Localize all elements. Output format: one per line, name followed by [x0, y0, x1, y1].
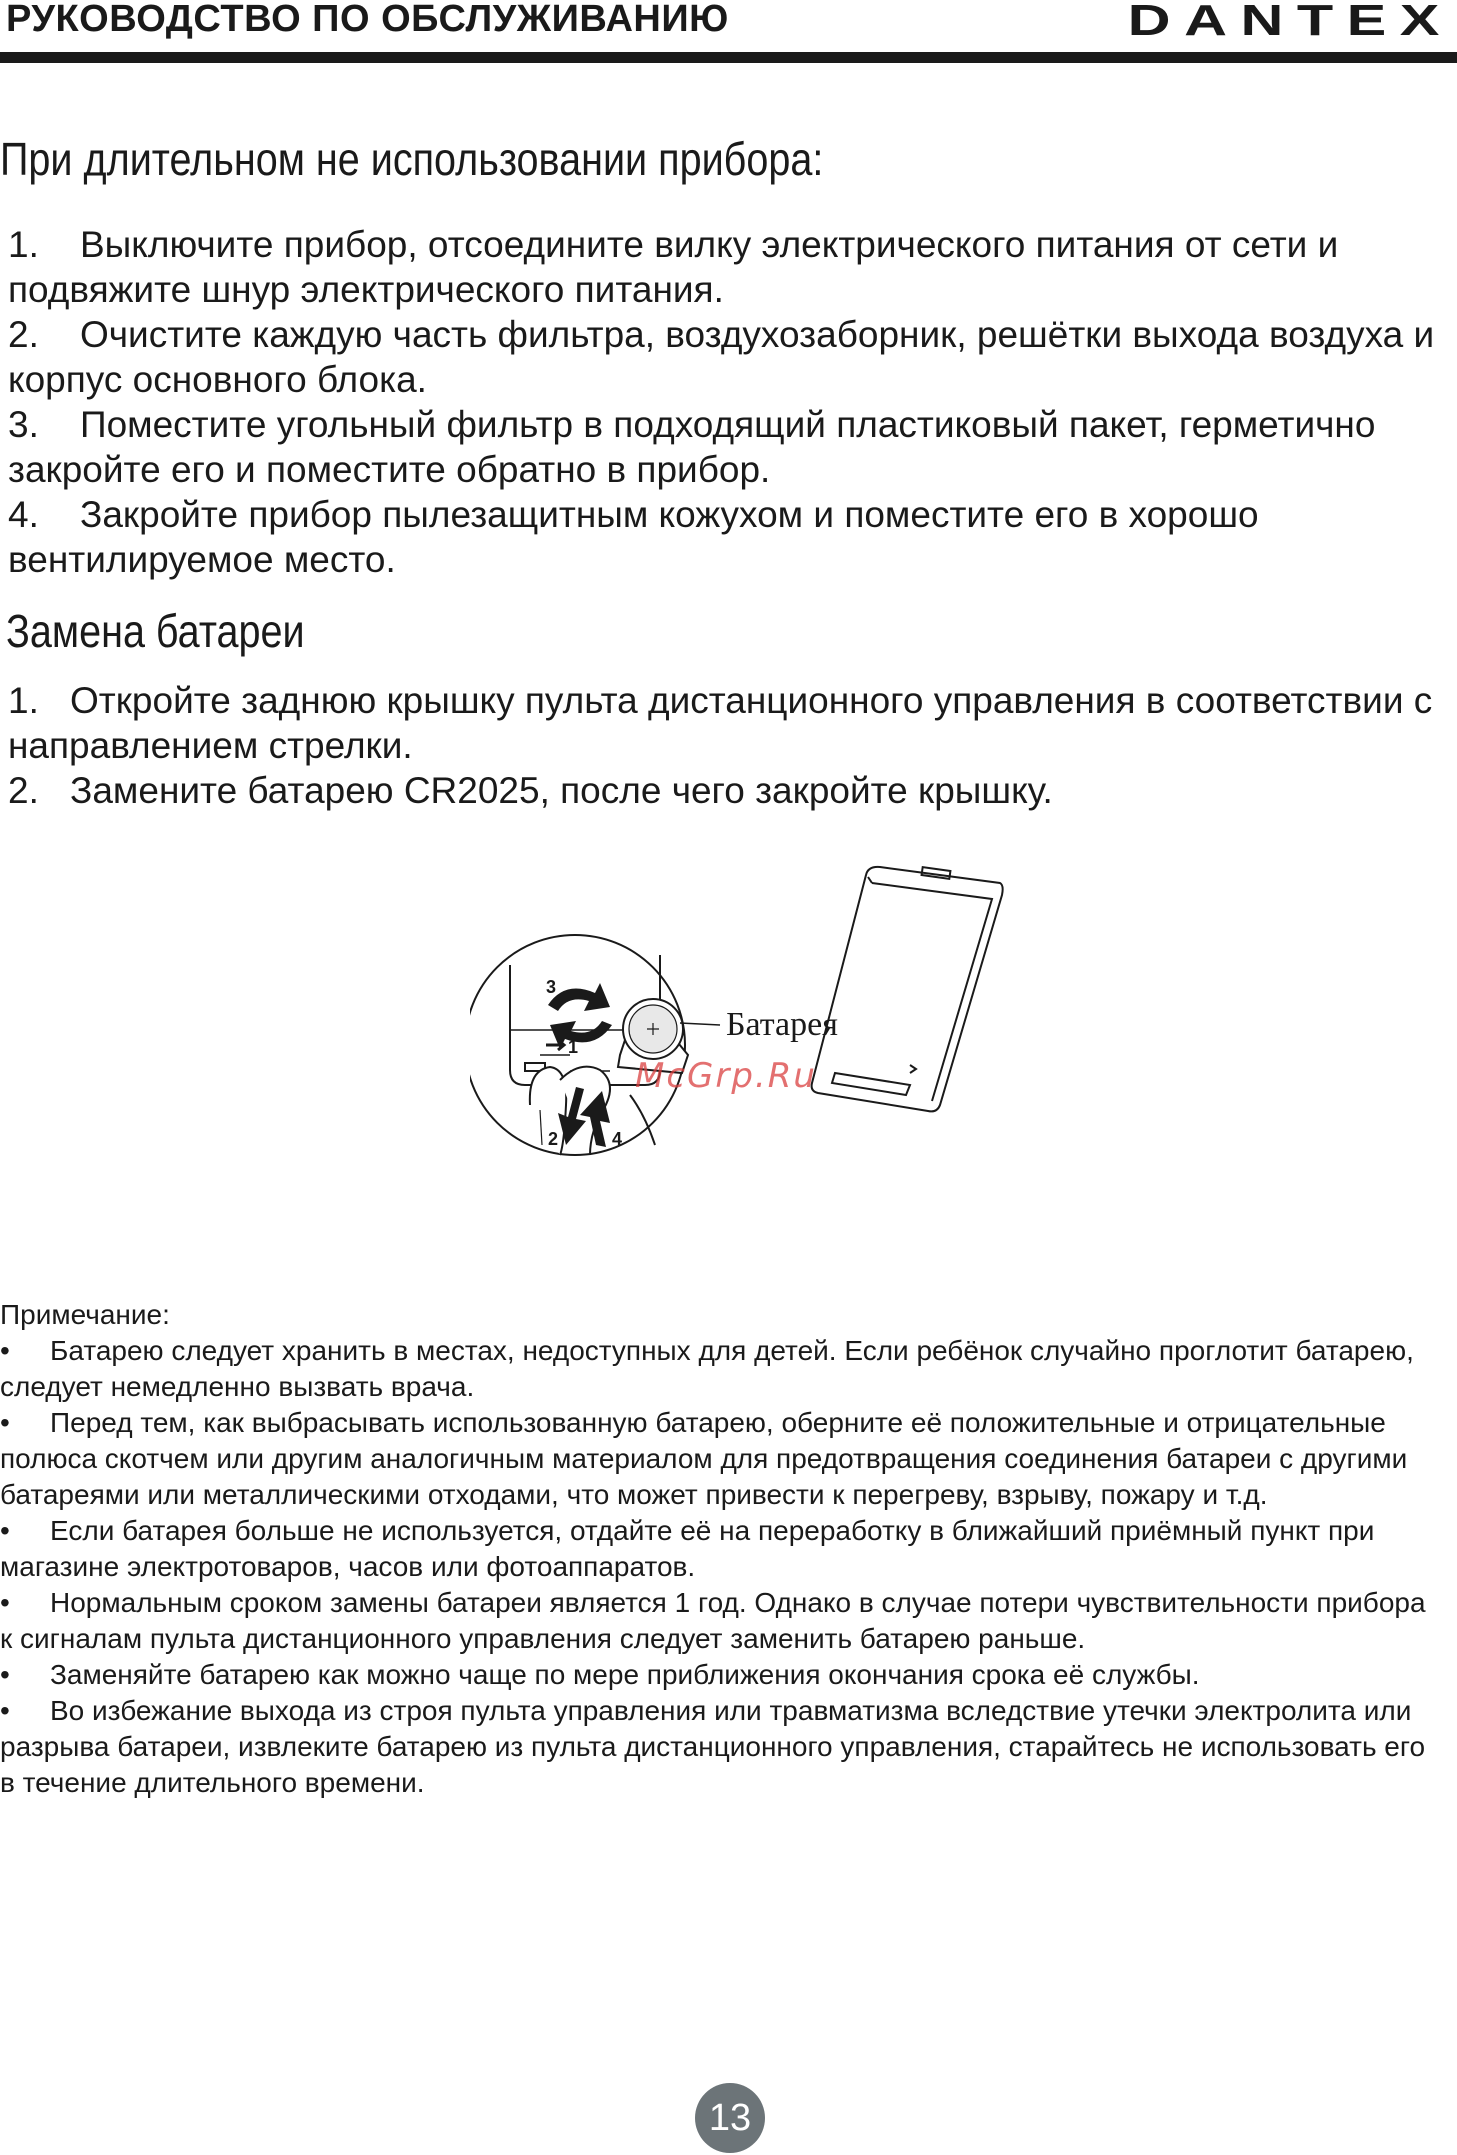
notes-title: Примечание: [0, 1299, 170, 1330]
battery-label: Батарея [726, 1006, 838, 1043]
remote-control [812, 867, 1003, 1112]
note-item: • Во избежание выхода из строя пульта управления или травматизма вследствие утечки электролита или разрыва батареи, извлеките батарею из пульта дистанционного управления, старайтесь не использовать его в течение длительного времени. [0, 1695, 1426, 1798]
step-mark-3: 3 [546, 977, 557, 997]
step-mark-1: 1 [568, 1037, 579, 1057]
note-item: • Перед тем, как выбрасывать использованную батарею, оберните её положительные и отрицательные полюса скотчем или другим аналогичным материалом для предотвращения соединения батареи с другими батареями или металлическими отходами, что может привести к перегреву, взрыву, пожару и т.д. [0, 1407, 1408, 1510]
battery-replacement-illustration [470, 855, 1060, 1275]
header-divider [0, 52, 1457, 63]
step-mark-4: 4 [612, 1129, 623, 1149]
note-item: • Батарею следует хранить в местах, недоступных для детей. Если ребёнок случайно проглотит батарею, следует немедленно вызвать врача. [0, 1335, 1414, 1402]
storage-step: 1. Выключите прибор, отсоедините вилку электрического питания от сети и подвяжите шнур электрического питания. [8, 224, 1339, 310]
storage-steps [8, 222, 1448, 582]
page-number: 13 [695, 2083, 765, 2153]
note-item: • Если батарея больше не используется, отдайте её на переработку в ближайший приёмный пункт при магазине электротоваров, часов или фотоаппаратов. [0, 1515, 1375, 1582]
battery-heading: Замена батареи [6, 605, 305, 657]
note-item: • Нормальным сроком замены батареи является 1 год. Однако в случае потери чувствительности прибора к сигналам пульта дистанционного управления следует заменить батарею раньше. [0, 1587, 1426, 1654]
watermark: McGrp.Ru [635, 1056, 817, 1096]
storage-heading: При длительном не использовании прибора: [0, 133, 824, 185]
note-item: • Заменяйте батарею как можно чаще по мере приближения окончания срока её службы. [0, 1659, 1200, 1690]
step-mark-2: 2 [548, 1129, 559, 1149]
label-leader-line [680, 1023, 720, 1025]
battery-step: 1. Откройте заднюю крышку пульта дистанционного управления в соответствии с направлением стрелки. [8, 680, 1433, 766]
manual-title: РУКОВОДСТВО ПО ОБСЛУЖИВАНИЮ [6, 0, 729, 40]
storage-step: 2. Очистите каждую часть фильтра, воздухозаборник, решётки выхода воздуха и корпус основного блока. [8, 314, 1435, 400]
notes-section [0, 1297, 1445, 1801]
brand-logo: DANTEX [1127, 0, 1453, 45]
storage-step: 4. Закройте прибор пылезащитным кожухом и поместите его в хорошо вентилируемое место. [8, 494, 1259, 580]
storage-step: 3. Поместите угольный фильтр в подходящий пластиковый пакет, герметично закройте его и поместите обратно в прибор. [8, 404, 1376, 490]
battery-steps [8, 678, 1448, 813]
battery-step: 2. Замените батарею CR2025, после чего закройте крышку. [8, 770, 1053, 811]
